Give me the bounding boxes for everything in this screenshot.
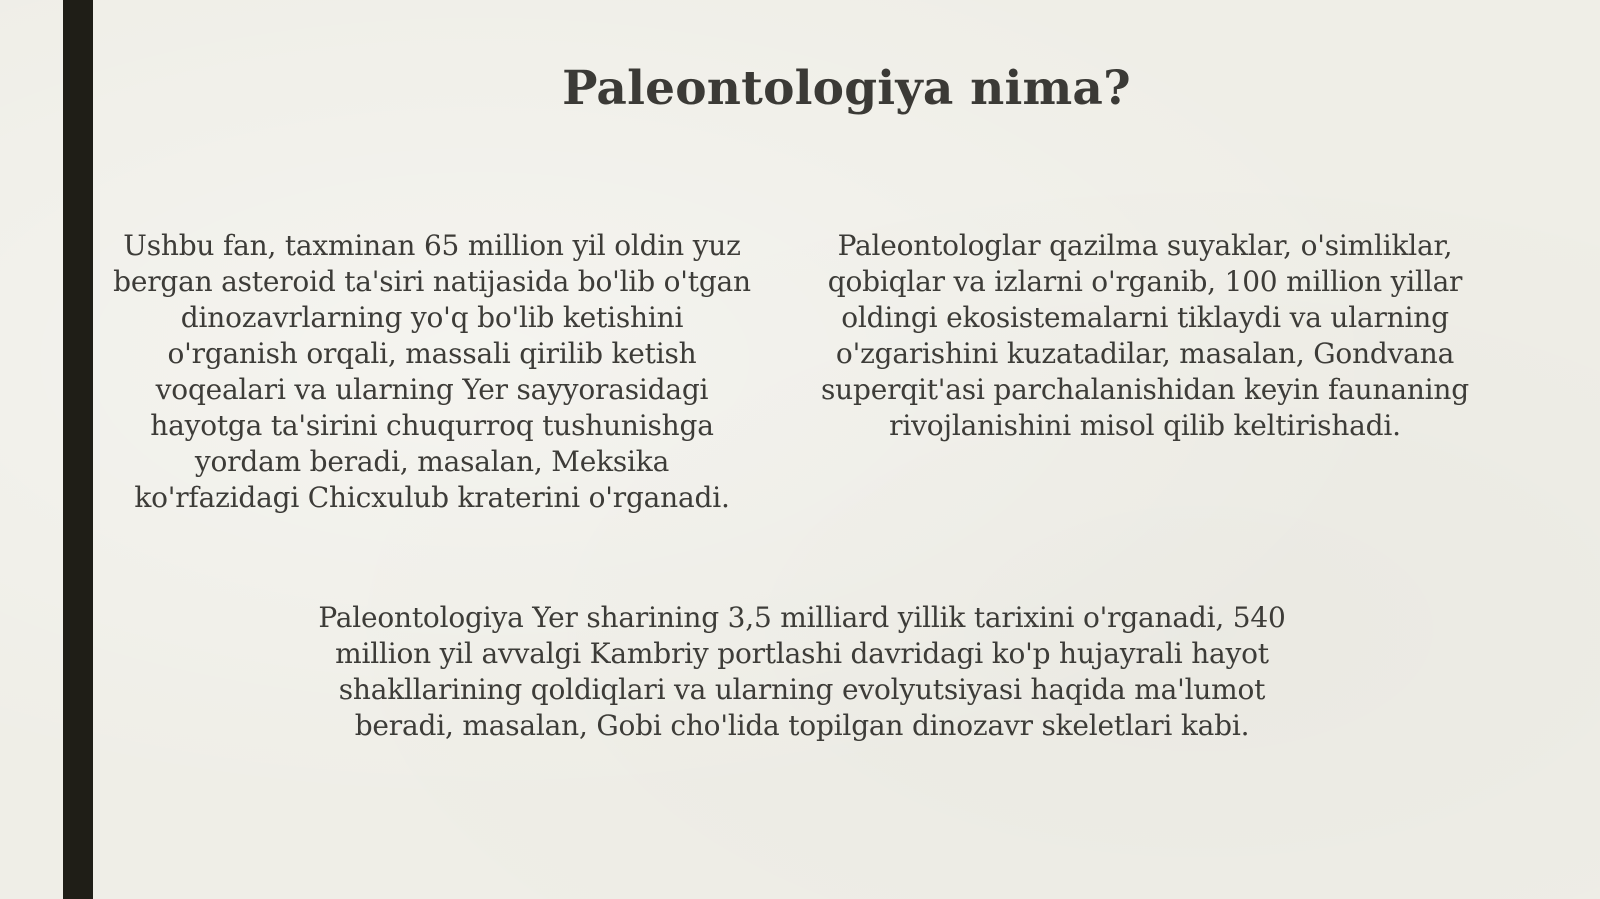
text-line: shakllarining qoldiqlari va ularning evolyutsiyasi haqida ma'lumot	[338, 673, 1266, 706]
right-paragraph	[800, 228, 1490, 444]
text-line: superqit'asi parchalanishidan keyin faunaning	[821, 373, 1469, 406]
text-line: voqealari va ularning Yer sayyorasidagi	[155, 373, 709, 406]
text-line: ko'rfazidagi Chicxulub kraterini o'rganadi.	[134, 481, 730, 514]
text-line: Ushbu fan, taxminan 65 million yil oldin yuz	[123, 229, 741, 262]
slide-title: Paleontologiya nima?	[562, 61, 1131, 116]
text-line: million yil avvalgi Kambriy portlashi davridagi ko'p hujayrali hayot	[335, 637, 1269, 670]
accent-side-bar	[63, 0, 93, 899]
bottom-paragraph	[282, 600, 1322, 744]
text-line: Paleontologiya Yer sharining 3,5 milliard yillik tarixini o'rganadi, 540	[318, 601, 1286, 634]
text-line: o'rganish orqali, massali qirilib ketish	[167, 337, 697, 370]
left-paragraph	[102, 228, 762, 516]
text-line: o'zgarishini kuzatadilar, masalan, Gondvana	[835, 337, 1455, 370]
text-line: dinozavrlarning yo'q bo'lib ketishini	[180, 301, 684, 334]
text-line: yordam beradi, masalan, Meksika	[194, 445, 670, 478]
text-line: Paleontologlar qazilma suyaklar, o'simliklar,	[837, 229, 1453, 262]
text-line: hayotga ta'sirini chuqurroq tushunishga	[150, 409, 714, 442]
text-line: bergan asteroid ta'siri natijasida bo'lib o'tgan	[113, 265, 751, 298]
text-line: rivojlanishini misol qilib keltirishadi.	[889, 409, 1401, 442]
text-line: qobiqlar va izlarni o'rganib, 100 million yillar	[827, 265, 1463, 298]
text-line: oldingi ekosistemalarni tiklaydi va ularning	[841, 301, 1449, 334]
text-line: beradi, masalan, Gobi cho'lida topilgan dinozavr skeletlari kabi.	[354, 709, 1250, 742]
